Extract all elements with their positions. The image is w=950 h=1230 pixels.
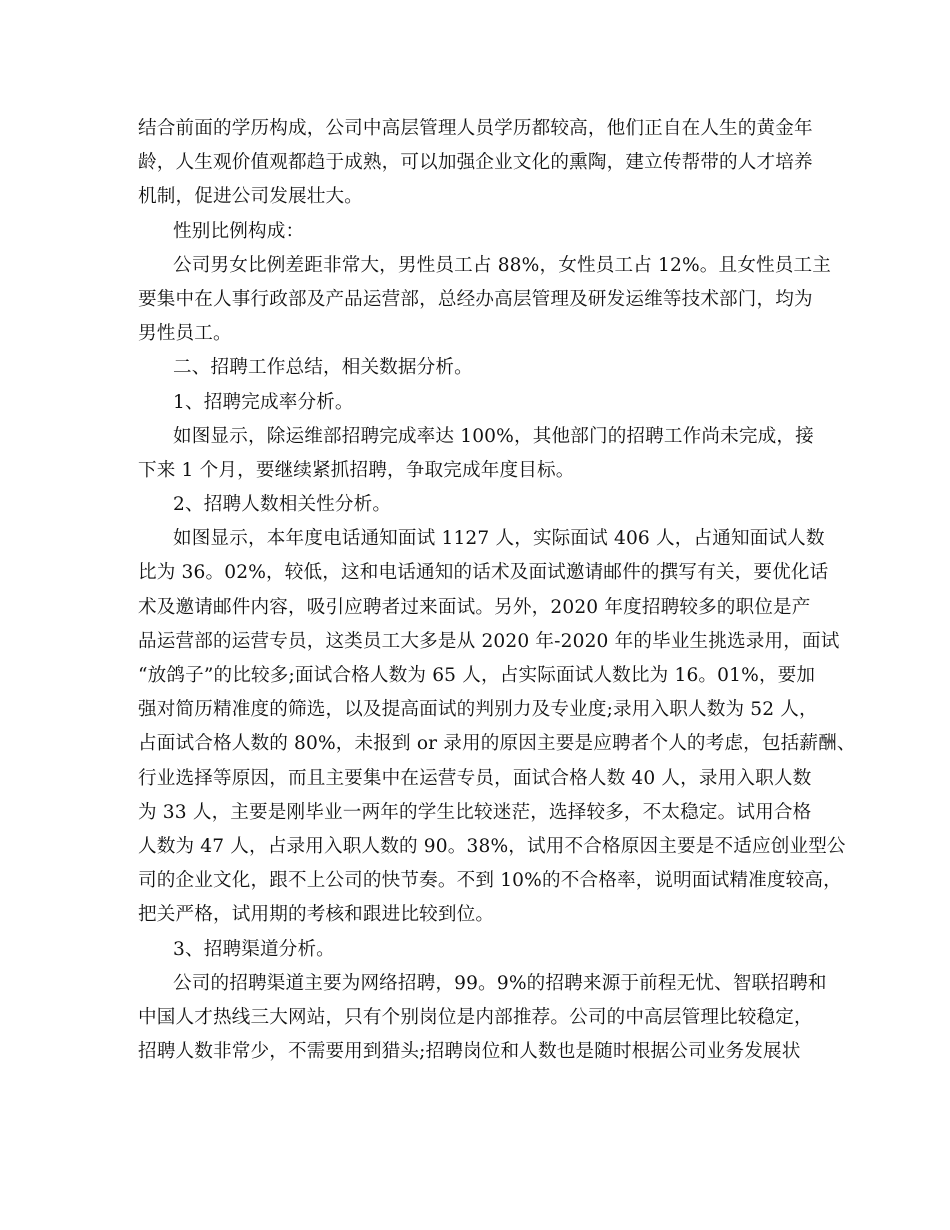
text-line: 比为 36。02%，较低，这和电话通知的话术及面试邀请邮件的撰写有关，要优化话 <box>138 562 829 584</box>
text-line: 司的企业文化，跟不上公司的快节奏。不到 10%的不合格率，说明面试精准度较高， <box>138 870 842 892</box>
text-line: 男性员工。 <box>138 323 232 345</box>
text-line: 如图显示，本年度电话通知面试 1127 人，实际面试 406 人，占通知面试人数 <box>173 528 825 550</box>
text-line: 术及邀请邮件内容，吸引应聘者过来面试。另外，2020 年度招聘较多的职位是产 <box>138 596 811 618</box>
text-line: 结合前面的学历构成，公司中高层管理人员学历都较高，他们正自在人生的黄金年 <box>138 118 813 139</box>
text-line: 品运营部的运营专员，这类员工大多是从 2020 年-2020 年的毕业生挑选录用，面试 <box>138 630 840 652</box>
text-line: 占面试合格人数的 80%，未报到 or 录用的原因主要是应聘者个人的考虑，包括薪酬、 <box>138 733 856 755</box>
text-line: 公司男女比例差距非常大，男性员工占 88%，女性员工占 12%。且女性员工主 <box>173 254 831 276</box>
text-line: 招聘人数非常少，不需要用到猎头;招聘岗位和人数也是随时根据公司业务发展状 <box>138 1041 801 1063</box>
text-line: 公司的招聘渠道主要为网络招聘，99。9%的招聘来源于前程无忧、智联招聘和 <box>173 972 827 994</box>
text-line: 2、招聘人数相关性分析。 <box>173 494 392 516</box>
text-line: 3、招聘渠道分析。 <box>173 938 335 960</box>
text-line: 性别比例构成： <box>173 220 305 242</box>
text-line: 1、招聘完成率分析。 <box>173 391 354 413</box>
text-line: 人数为 47 人，占录用入职人数的 90。38%，试用不合格原因主要是不适应创业型公 <box>138 835 846 857</box>
text-line: 中国人才热线三大网站，只有个别岗位是内部推荐。公司的中高层管理比较稳定， <box>138 1006 813 1028</box>
text-line: 如图显示，除运维部招聘完成率达 100%，其他部门的招聘工作尚未完成，接 <box>173 425 814 447</box>
document-body <box>138 112 856 1069</box>
text-line: 为 33 人，主要是刚毕业一两年的学生比较迷茫，选择较多，不太稳定。试用合格 <box>138 801 812 823</box>
text-line: 强对简历精准度的筛选，以及提高面试的判别力及专业度;录用入职人数为 52 人， <box>138 699 818 721</box>
text-line: 机制，促进公司发展壮大。 <box>138 186 363 208</box>
text-line: 下来 1 个月，要继续紧抓招聘，争取完成年度目标。 <box>138 459 575 481</box>
text-line: 要集中在人事行政部及产品运营部，总经办高层管理及研发运维等技术部门，均为 <box>138 288 813 310</box>
text-line: 把关严格，试用期的考核和跟进比较到位。 <box>138 904 495 926</box>
text-line: 龄，人生观价值观都趋于成熟，可以加强企业文化的熏陶，建立传帮带的人才培养 <box>138 152 813 174</box>
text-line: 二、招聘工作总结，相关数据分析。 <box>173 357 473 379</box>
text-line: “放鸽子”的比较多;面试合格人数为 65 人，占实际面试人数比为 16。01%，要加 <box>138 665 816 686</box>
text-line: 行业选择等原因，而且主要集中在运营专员，面试合格人数 40 人，录用入职人数 <box>138 767 812 789</box>
